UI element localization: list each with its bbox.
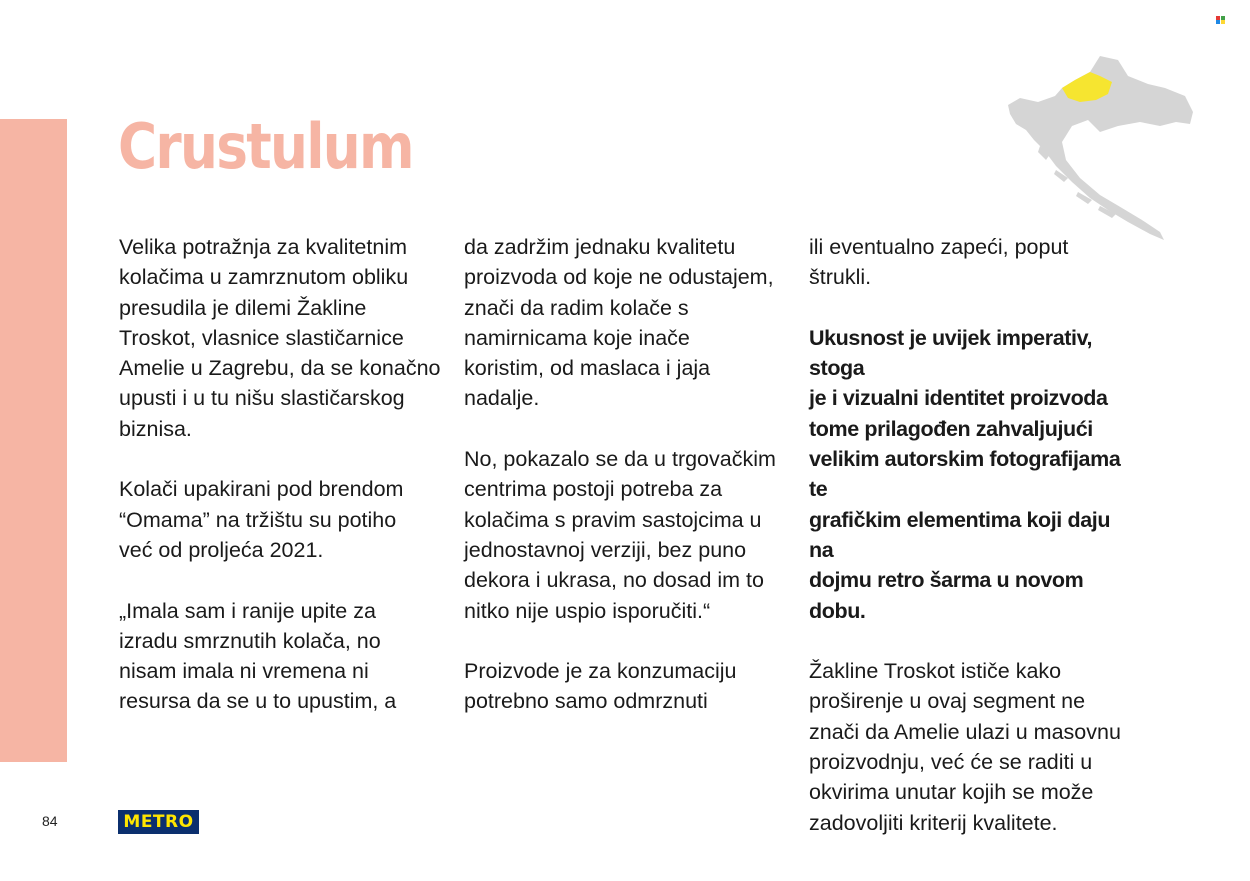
paragraph: Velika potražnja za kvalitetnim kolačima u zamrznutom obliku presudila je dilemi Žakline Troskot, vlasnice slastičarnice Amelie u Zagrebu, da se konačno upusti i u tu nišu slastičarskog biznisa. bbox=[119, 235, 441, 441]
page-number: 84 bbox=[42, 813, 58, 829]
logo-text: METRO bbox=[123, 812, 194, 832]
paragraph: ili eventualno zapeći, poput štrukli. bbox=[809, 235, 1069, 290]
text-column-2 bbox=[464, 232, 794, 747]
paragraph: Kolači upakirani pod brendom “Omama” na tržištu su potiho već od proljeća 2021. bbox=[119, 477, 404, 562]
paragraph: „Imala sam i ranije upite za izradu smrznutih kolača, no nisam imala ni vremena ni resursa da se u to upustim, a bbox=[119, 598, 397, 714]
accent-side-bar bbox=[0, 119, 67, 762]
paragraph: Proizvode je za konzumaciju potrebno samo odmrznuti bbox=[464, 659, 737, 714]
paragraph: Ukusnost je uvijek imperativ, stoga je i vizualni identitet proizvoda tome prilagođen zahvaljujući velikim autorskim fotografijama te grafičkim elementima koji daju na dojmu retro šarma u novom dobu. bbox=[809, 325, 1121, 623]
text-column-1 bbox=[119, 232, 449, 747]
paragraph: Žakline Troskot ističe kako proširenje u ovaj segment ne znači da Amelie ulazi u masovnu proizvodnju, već će se raditi u okvirima unutar kojih se može zadovoljiti kriterij kvalitete. bbox=[809, 659, 1121, 835]
color-squares-icon bbox=[1216, 16, 1226, 24]
paragraph: da zadržim jednaku kvalitetu proizvoda od koje ne odustajem, znači da radim kolače s namirnicama koje inače koristim, od maslaca i jaja nadalje. bbox=[464, 235, 774, 411]
text-column-3 bbox=[809, 232, 1139, 868]
croatia-map-icon bbox=[1000, 50, 1200, 240]
paragraph: No, pokazalo se da u trgovačkim centrima postoji potreba za kolačima s pravim sastojcima u jednostavnoj verziji, bez puno dekora i ukrasa, no dosad im to nitko nije uspio isporučiti.“ bbox=[464, 447, 776, 623]
page-title: Crustulum bbox=[118, 110, 413, 183]
metro-logo bbox=[118, 810, 199, 834]
